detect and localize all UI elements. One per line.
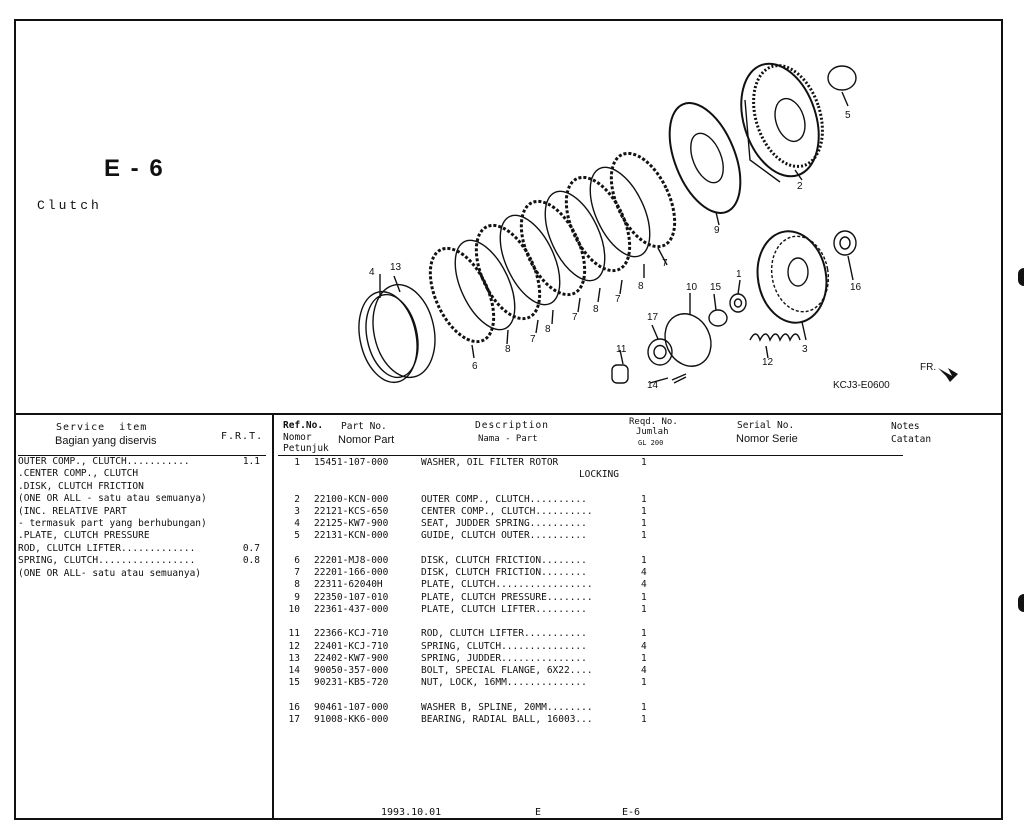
part-description: PLATE, CLUTCH................. bbox=[421, 579, 593, 591]
part-number: 22361-437-000 bbox=[314, 603, 389, 615]
callout-number: 8 bbox=[593, 304, 599, 315]
table-row bbox=[280, 677, 680, 689]
part-number: 22350-107-010 bbox=[314, 591, 389, 603]
description-heading-id: Nama - Part bbox=[478, 434, 538, 444]
spring-judder bbox=[365, 279, 443, 383]
service-item-text: - termasuk part yang berhubungan) bbox=[18, 517, 207, 529]
part-number: 22311-62040H bbox=[314, 579, 383, 591]
clutch-outer-guide bbox=[828, 66, 856, 90]
quantity: 1 bbox=[641, 505, 647, 517]
filter-rotor-washer bbox=[730, 294, 746, 312]
quantity: 1 bbox=[641, 530, 647, 542]
table-row bbox=[280, 641, 680, 653]
footer-code: E bbox=[535, 807, 542, 818]
section-divider bbox=[14, 413, 1003, 415]
service-item-text: .PLATE, CLUTCH PRESSURE bbox=[18, 530, 150, 542]
callout-number: 17 bbox=[647, 312, 659, 323]
callout-number: 8 bbox=[505, 344, 511, 355]
part-description: SPRING, CLUTCH............... bbox=[421, 640, 587, 652]
front-direction-arrow bbox=[920, 362, 958, 382]
ref-no: 10 bbox=[288, 603, 300, 615]
clutch-lifter-rod bbox=[612, 365, 628, 383]
part-description: DISK, CLUTCH FRICTION........ bbox=[421, 554, 587, 566]
table-row bbox=[280, 567, 680, 579]
clutch-spring bbox=[750, 334, 800, 340]
service-item-frt: 1.1 bbox=[242, 456, 260, 467]
table-row bbox=[280, 653, 680, 665]
service-item-text: OUTER COMP., CLUTCH........... bbox=[18, 456, 190, 467]
part-number: 22121-KCS-650 bbox=[314, 505, 389, 517]
service-item-text: .DISK, CLUTCH FRICTION bbox=[18, 480, 144, 492]
part-number: 15451-107-000 bbox=[314, 457, 389, 468]
callout-numbers bbox=[369, 110, 862, 391]
exploded-parts-diagram bbox=[340, 40, 1000, 410]
quantity: 4 bbox=[641, 567, 647, 579]
service-item-frt: 0.8 bbox=[242, 555, 260, 567]
service-heading-id: Bagian yang diservis bbox=[55, 435, 157, 447]
ref-no-heading: Ref.No. bbox=[283, 420, 324, 431]
service-item-text: .CENTER COMP., CLUTCH bbox=[18, 468, 139, 480]
callout-number: 8 bbox=[545, 324, 551, 335]
service-item-text: SPRING, CLUTCH................. bbox=[18, 555, 196, 567]
table-row-continuation bbox=[280, 469, 680, 481]
special-flange-bolt bbox=[672, 374, 686, 383]
service-item bbox=[18, 568, 268, 580]
part-number: 22201-166-000 bbox=[314, 567, 389, 579]
service-item-text: (ONE OR ALL- satu atau semuanya) bbox=[18, 567, 202, 579]
table-row bbox=[280, 628, 680, 640]
direction-label: FR. bbox=[920, 362, 937, 373]
ref-no-heading-id2: Petunjuk bbox=[283, 443, 329, 454]
service-item-frt: 0.7 bbox=[242, 542, 260, 554]
part-no-heading: Part No. bbox=[341, 421, 387, 432]
footer-page: E-6 bbox=[622, 807, 641, 818]
ref-no: 8 bbox=[294, 579, 300, 591]
quantity: 4 bbox=[641, 640, 647, 652]
part-description: DISK, CLUTCH FRICTION........ bbox=[421, 567, 587, 579]
ref-no: 1 bbox=[294, 457, 300, 468]
service-item bbox=[18, 543, 268, 555]
table-row bbox=[280, 506, 680, 518]
part-number: 22401-KCJ-710 bbox=[314, 640, 389, 652]
ref-no: 6 bbox=[294, 554, 300, 566]
table-row bbox=[280, 555, 680, 567]
callout-number: 1 bbox=[736, 269, 742, 280]
quantity: 1 bbox=[641, 591, 647, 603]
part-description: WASHER, OIL FILTER ROTOR bbox=[421, 457, 559, 468]
service-item-text: (ONE OR ALL - satu atau semuanya) bbox=[18, 493, 207, 505]
callout-number: 10 bbox=[686, 282, 698, 293]
callout-number: 11 bbox=[616, 344, 627, 355]
part-description-continuation: LOCKING bbox=[578, 469, 619, 481]
callout-number: 16 bbox=[850, 282, 862, 293]
part-description: BEARING, RADIAL BALL, 16003... bbox=[421, 714, 593, 726]
part-number: 90461-107-000 bbox=[314, 701, 389, 713]
table-row bbox=[280, 457, 680, 469]
spline-washer bbox=[834, 231, 856, 255]
service-item-text: (INC. RELATIVE PART bbox=[18, 505, 127, 517]
service-item bbox=[18, 518, 268, 530]
callout-number: 9 bbox=[714, 225, 720, 236]
section-code: E - 6 bbox=[104, 155, 165, 182]
callout-number: 2 bbox=[797, 181, 803, 192]
callout-number: 4 bbox=[369, 267, 375, 278]
service-item-list bbox=[18, 456, 268, 580]
callout-number: 7 bbox=[530, 334, 536, 345]
ref-no-heading-id1: Nomor bbox=[283, 432, 312, 443]
notes-heading: Notes bbox=[891, 421, 920, 432]
service-item bbox=[18, 555, 268, 567]
callout-number: 8 bbox=[638, 281, 644, 292]
part-description: GUIDE, CLUTCH OUTER.......... bbox=[421, 530, 587, 542]
table-row bbox=[280, 604, 680, 616]
part-description: WASHER B, SPLINE, 20MM........ bbox=[421, 701, 593, 713]
reqd-model-code: GL 200 bbox=[638, 439, 664, 447]
reqd-no-heading: Reqd. No. bbox=[629, 417, 678, 427]
callout-number: 3 bbox=[802, 344, 808, 355]
quantity: 1 bbox=[641, 677, 647, 689]
parts-table bbox=[280, 457, 680, 726]
callout-number: 7 bbox=[615, 294, 621, 305]
ref-no: 14 bbox=[288, 665, 300, 677]
part-number: 22131-KCN-000 bbox=[314, 530, 389, 542]
quantity: 1 bbox=[641, 701, 647, 713]
part-number: 22125-KW7-900 bbox=[314, 518, 389, 530]
part-description: NUT, LOCK, 16MM.............. bbox=[421, 677, 587, 689]
callout-number: 7 bbox=[662, 258, 668, 269]
part-number: 22100-KCN-000 bbox=[314, 493, 389, 505]
callout-number: 14 bbox=[647, 380, 659, 391]
table-row bbox=[280, 714, 680, 726]
serial-no-heading: Serial No. bbox=[737, 420, 795, 431]
part-description: OUTER COMP., CLUTCH.......... bbox=[421, 493, 587, 505]
service-item bbox=[18, 506, 268, 518]
part-description: ROD, CLUTCH LIFTER........... bbox=[421, 628, 587, 640]
service-item bbox=[18, 493, 268, 505]
part-description: SPRING, JUDDER............... bbox=[421, 652, 587, 664]
part-number: 22402-KW7-900 bbox=[314, 652, 389, 664]
notes-heading-id: Catatan bbox=[891, 434, 932, 445]
table-row bbox=[280, 518, 680, 530]
clutch-center bbox=[751, 226, 835, 328]
column-divider bbox=[272, 413, 274, 820]
part-description: BOLT, SPECIAL FLANGE, 6X22.... bbox=[421, 665, 593, 677]
radial-ball-bearing bbox=[648, 339, 672, 365]
section-name: Clutch bbox=[37, 198, 102, 213]
quantity: 1 bbox=[641, 493, 647, 505]
ref-no: 9 bbox=[294, 591, 300, 603]
callout-number: 12 bbox=[762, 357, 774, 368]
quantity: 4 bbox=[641, 579, 647, 591]
quantity: 1 bbox=[641, 603, 647, 615]
ref-no: 16 bbox=[288, 701, 300, 713]
table-row bbox=[280, 494, 680, 506]
service-item bbox=[18, 481, 268, 493]
reqd-no-heading-id: Jumlah bbox=[636, 427, 669, 437]
pressure-plate bbox=[655, 93, 754, 223]
diagram-code: KCJ3-E0600 bbox=[833, 380, 890, 391]
part-number: 90231-KB5-720 bbox=[314, 677, 389, 689]
ref-no: 12 bbox=[288, 640, 300, 652]
part-description: PLATE, CLUTCH LIFTER......... bbox=[421, 603, 587, 615]
callout-number: 13 bbox=[390, 262, 402, 273]
description-heading: Description bbox=[475, 420, 549, 431]
table-heading-rule bbox=[278, 455, 903, 456]
part-description: PLATE, CLUTCH PRESSURE........ bbox=[421, 591, 593, 603]
callout-number: 6 bbox=[472, 361, 478, 372]
part-number: 91008-KK6-000 bbox=[314, 714, 389, 726]
clutch-outer bbox=[728, 54, 835, 187]
table-row bbox=[280, 665, 680, 677]
quantity: 4 bbox=[641, 665, 647, 677]
quantity: 1 bbox=[641, 518, 647, 530]
ref-no: 2 bbox=[294, 493, 300, 505]
callout-number: 15 bbox=[710, 282, 722, 293]
part-description: CENTER COMP., CLUTCH.......... bbox=[421, 505, 593, 517]
part-number: 22366-KCJ-710 bbox=[314, 628, 389, 640]
quantity: 1 bbox=[641, 652, 647, 664]
ref-no: 5 bbox=[294, 530, 300, 542]
lock-nut bbox=[709, 310, 727, 326]
ref-no: 17 bbox=[288, 714, 300, 726]
part-number: 22201-MJ8-000 bbox=[314, 554, 389, 566]
service-heading-en: Service item bbox=[56, 422, 148, 433]
service-item bbox=[18, 530, 268, 542]
part-description: SEAT, JUDDER SPRING.......... bbox=[421, 518, 587, 530]
table-row bbox=[280, 530, 680, 542]
seat-judder-spring bbox=[351, 286, 425, 388]
ref-no: 15 bbox=[288, 677, 300, 689]
quantity: 1 bbox=[641, 457, 647, 468]
service-item-text: ROD, CLUTCH LIFTER............. bbox=[18, 542, 196, 554]
part-number: 90050-357-000 bbox=[314, 665, 389, 677]
binding-mark bbox=[1018, 268, 1024, 286]
frt-heading: F.R.T. bbox=[221, 431, 264, 442]
ref-no: 11 bbox=[288, 628, 300, 640]
footer-date: 1993.10.01 bbox=[381, 807, 442, 818]
table-row bbox=[280, 579, 680, 591]
quantity: 1 bbox=[641, 714, 647, 726]
binding-mark bbox=[1018, 594, 1024, 612]
service-item bbox=[18, 468, 268, 480]
table-row bbox=[280, 702, 680, 714]
serial-no-heading-id: Nomor Serie bbox=[736, 433, 798, 445]
service-item bbox=[18, 456, 268, 468]
ref-no: 7 bbox=[294, 567, 300, 579]
table-row bbox=[280, 592, 680, 604]
part-no-heading-id: Nomor Part bbox=[338, 434, 395, 446]
ref-no: 3 bbox=[294, 505, 300, 517]
quantity: 1 bbox=[641, 628, 647, 640]
callout-number: 5 bbox=[845, 110, 851, 121]
ref-no: 4 bbox=[294, 518, 300, 530]
quantity: 1 bbox=[641, 554, 647, 566]
callout-number: 7 bbox=[572, 312, 578, 323]
ref-no: 13 bbox=[288, 652, 300, 664]
